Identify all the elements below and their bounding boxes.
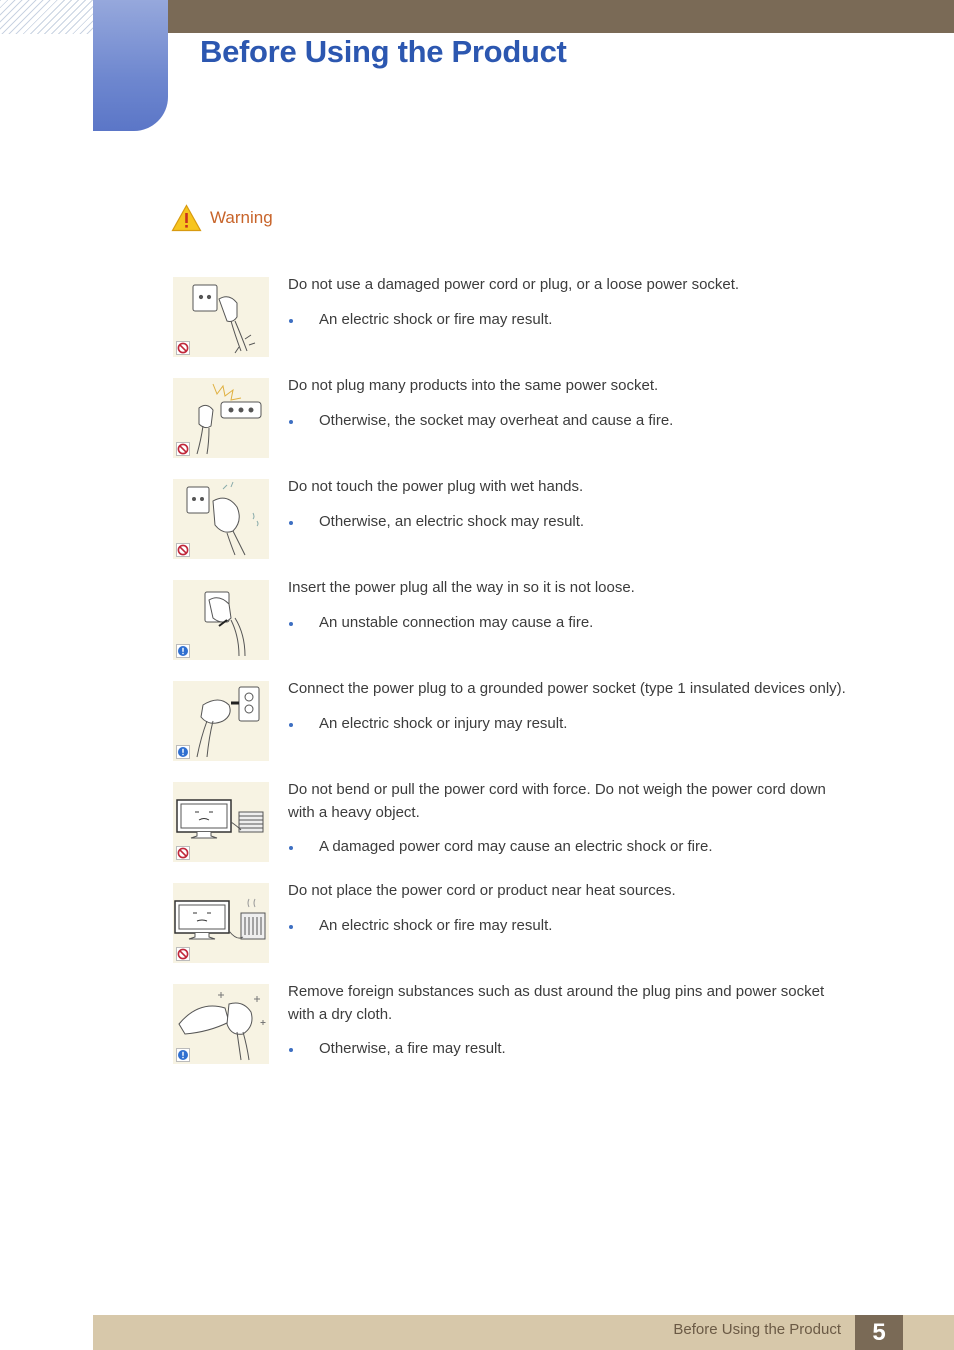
list-item	[173, 277, 853, 378]
monitor-heater-illustration	[173, 883, 269, 963]
list-item	[173, 984, 853, 1085]
warning-triangle-icon	[171, 204, 202, 232]
item-bullet: An electric shock or fire may result.	[288, 309, 848, 331]
footer-section-title: Before Using the Product	[673, 1321, 841, 1338]
item-text: Do not bend or pull the power cord with force. Do not weigh the power cord down with a heavy object.	[288, 781, 826, 821]
damaged-plug-illustration	[173, 277, 269, 357]
monitor-cord-weight-illustration	[173, 782, 269, 862]
list-item	[173, 883, 853, 984]
list-item	[173, 580, 853, 681]
item-bullet: An electric shock or fire may result.	[288, 915, 848, 937]
list-item	[173, 479, 853, 580]
item-text: Connect the power plug to a grounded power socket (type 1 insulated devices only).	[288, 680, 846, 697]
chapter-tab	[93, 0, 168, 131]
item-bullet: A damaged power cord may cause an electric shock or fire.	[288, 836, 848, 858]
insert-plug-illustration	[173, 580, 269, 660]
safety-list	[173, 277, 853, 1085]
warning-heading	[171, 204, 273, 232]
prohibited-icon	[176, 341, 190, 355]
prohibited-icon	[176, 947, 190, 961]
warning-label: Warning	[210, 208, 273, 227]
prohibited-icon	[176, 846, 190, 860]
list-item	[173, 378, 853, 479]
item-text: Do not place the power cord or product near heat sources.	[288, 882, 676, 899]
item-text: Do not plug many products into the same power socket.	[288, 377, 659, 394]
wet-hand-plug-illustration	[173, 479, 269, 559]
item-bullet: Otherwise, an electric shock may result.	[288, 511, 848, 533]
list-item	[173, 681, 853, 782]
item-bullet: An electric shock or injury may result.	[288, 713, 848, 735]
item-bullet: An unstable connection may cause a fire.	[288, 612, 848, 634]
page-title: Before Using the Product	[200, 34, 567, 69]
item-text: Remove foreign substances such as dust around the plug pins and power socket with a dry cloth.	[288, 983, 825, 1023]
item-text: Do not use a damaged power cord or plug, or a loose power socket.	[288, 276, 740, 293]
prohibited-icon	[176, 442, 190, 456]
prohibited-icon	[176, 543, 190, 557]
item-text: Do not touch the power plug with wet hands.	[288, 478, 584, 495]
grounded-socket-illustration	[173, 681, 269, 761]
mandatory-icon	[176, 745, 190, 759]
list-item	[173, 782, 853, 883]
corner-hatch-decoration	[0, 0, 93, 34]
mandatory-icon	[176, 644, 190, 658]
item-bullet: Otherwise, the socket may overheat and cause a fire.	[288, 410, 848, 432]
item-bullet: Otherwise, a fire may result.	[288, 1038, 848, 1060]
overloaded-socket-illustration	[173, 378, 269, 458]
mandatory-icon	[176, 1048, 190, 1062]
page-number: 5	[855, 1315, 903, 1350]
cleaning-plug-illustration	[173, 984, 269, 1064]
header-bar	[168, 0, 954, 33]
item-text: Insert the power plug all the way in so it is not loose.	[288, 579, 635, 596]
